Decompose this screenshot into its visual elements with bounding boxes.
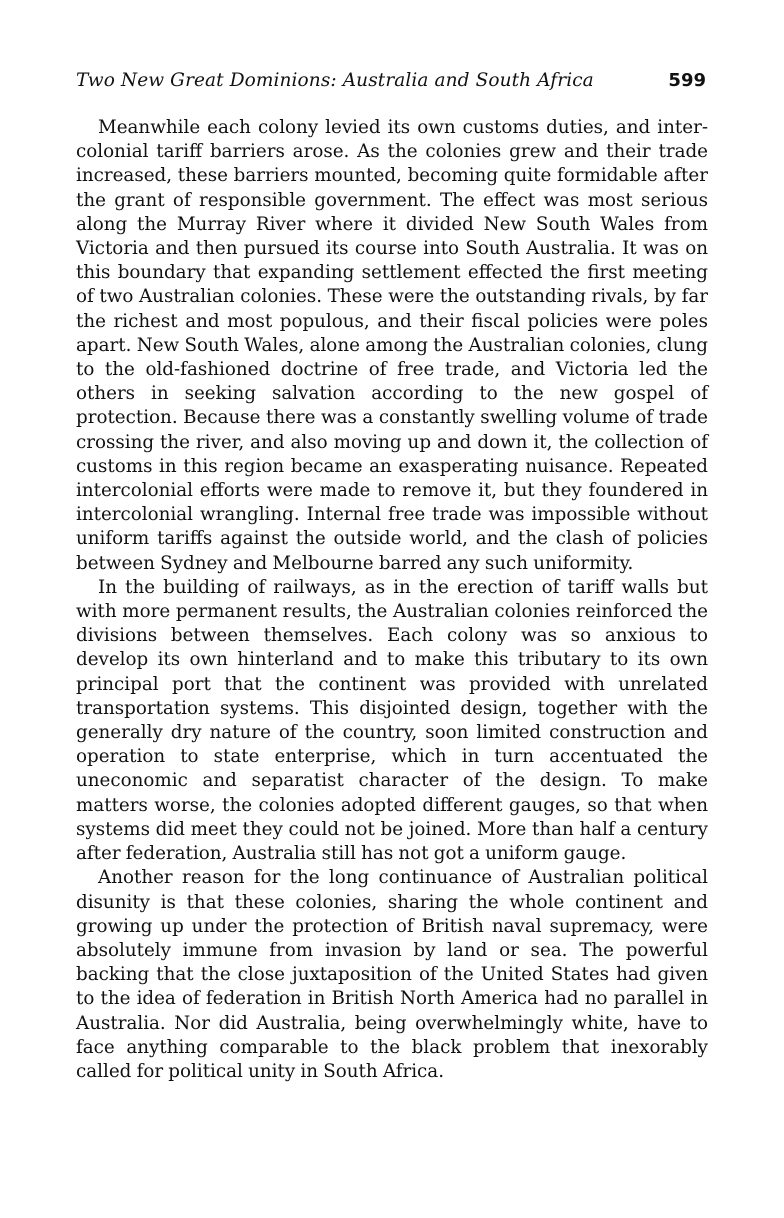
paragraph-customs-duties: Meanwhile each colony levied its own customs duties, and intercolonial tariff barriers arose. As the colonies grew and their trade increased, these barriers mounted, becoming quite formidable after the grant of responsible government. The effect was most serious along the Murray River where it divided New South Wales from Victoria and then pursued its course into South Australia. It was on this boundary that expanding settlement effected the first meeting of two Australian colonies. These were the outstanding rivals, by far the richest and most populous, and their fiscal policies were poles apart. New South Wales, alone among the Australian colonies, clung to the old-fashioned doctrine of free trade, and Victoria led the others in seeking salvation according to the new gospel of protection. Because there was a constantly swelling volume of trade crossing the river, and also moving up and down it, the collection of customs in this region became an exasperating nuisance. Repeated intercolonial efforts were made to remove it, but they foundered in intercolonial wrangling. Internal free trade was impossible without uniform tariffs against the outside world, and the clash of policies between Sydney and Melbourne barred any such uniformity. [76, 117, 708, 574]
book-page [76, 70, 708, 1084]
page-number: 599 [668, 70, 706, 91]
paragraph-railways: In the building of railways, as in the erection of tariff walls but with more permanent results, the Australian colonies reinforced the divisions between themselves. Each colony was so anxious to develop its own hinterland and to make this tributary to its own principal port that the continent was provided with unrelated transportation systems. This disjointed design, together with the generally dry nature of the country, soon limited construction and operation to state enterprise, which in turn accentuated the uneconomic and separatist character of the design. To make matters worse, the colonies adopted different gauges, so that when systems did meet they could not be joined. More than half a century after federation, Australia still has not got a uniform gauge. [76, 576, 708, 865]
body-text [76, 116, 708, 1084]
running-header [76, 70, 708, 104]
running-title: Two New Great Dominions: Australia and South Africa [76, 70, 594, 91]
paragraph-disunity: Another reason for the long continuance of Australian political disunity is that these colonies, sharing the whole continent and growing up under the protection of British naval supremacy, were absolutely immune from invasion by land or sea. The powerful backing that the close juxtaposition of the United States had given to the idea of federation in British North America had no parallel in Australia. Nor did Australia, being overwhelmingly white, have to face anything comparable to the black problem that inexorably called for political unity in South Africa. [76, 867, 708, 1082]
